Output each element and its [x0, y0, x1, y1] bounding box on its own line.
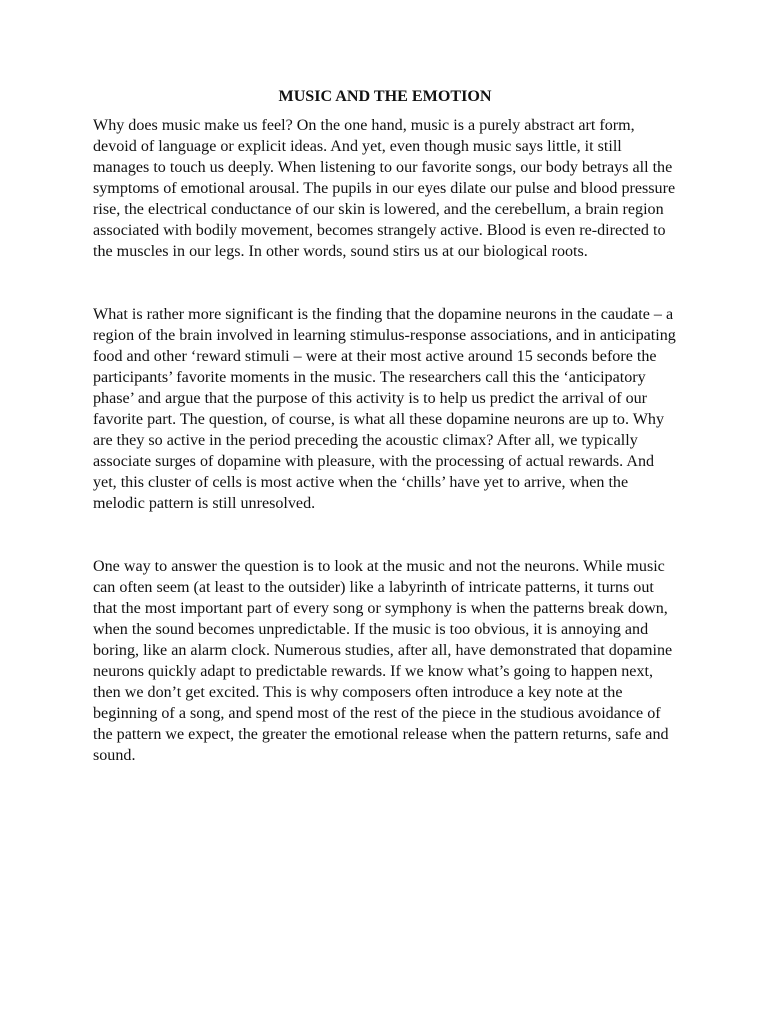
paragraph-spacer [93, 514, 677, 556]
paragraph-3: One way to answer the question is to look at the music and not the neurons. While music can often seem (at least to the outsider) like a labyrinth of intricate patterns, it turns out that the most important part of every song or symphony is when the patterns break down, when the sound becomes unpredictable. If the music is too obvious, it is annoying and boring, like an alarm clock. Numerous studies, after all, have demonstrated that dopamine neurons quickly adapt to predictable rewards. If we know what’s going to happen next, then we don’t get excited. This is why composers often introduce a key note at the beginning of a song, and spend most of the rest of the piece in the studious avoidance of the pattern we expect, the greater the emotional release when the pattern returns, safe and sound. [93, 558, 673, 764]
paragraph-1: Why does music make us feel? On the one hand, music is a purely abstract art form, devoid of language or explicit ideas. And yet, even though music says little, it still manages to touch us deeply. When listening to our favorite songs, our body betrays all the symptoms of emotional arousal. The pupils in our eyes dilate our pulse and blood pressure rise, the electrical conductance of our skin is lowered, and the cerebellum, a brain region associated with bodily movement, becomes strangely active. Blood is even re-directed to the muscles in our legs. In other words, sound stirs us at our biological roots. [93, 117, 676, 260]
paragraph-spacer [93, 262, 677, 304]
document-title: MUSIC AND THE EMOTION [278, 88, 492, 105]
document-body [93, 86, 677, 766]
paragraph-2: What is rather more significant is the finding that the dopamine neurons in the caudate – a region of the brain involved in learning stimulus-response associations, and in anticipating food and other ‘reward stimuli – were at their most active around 15 seconds before the participants’ favorite moments in the music. The researchers call this the ‘anticipatory phase’ and argue that the purpose of this activity is to help us predict the arrival of our favorite part. The question, of course, is what all these dopamine neurons are up to. Why are they so active in the period preceding the acoustic climax? After all, we typically associate surges of dopamine with pleasure, with the processing of actual rewards. And yet, this cluster of cells is most active when the ‘chills’ have yet to arrive, when the melodic pattern is still unresolved. [93, 306, 676, 512]
